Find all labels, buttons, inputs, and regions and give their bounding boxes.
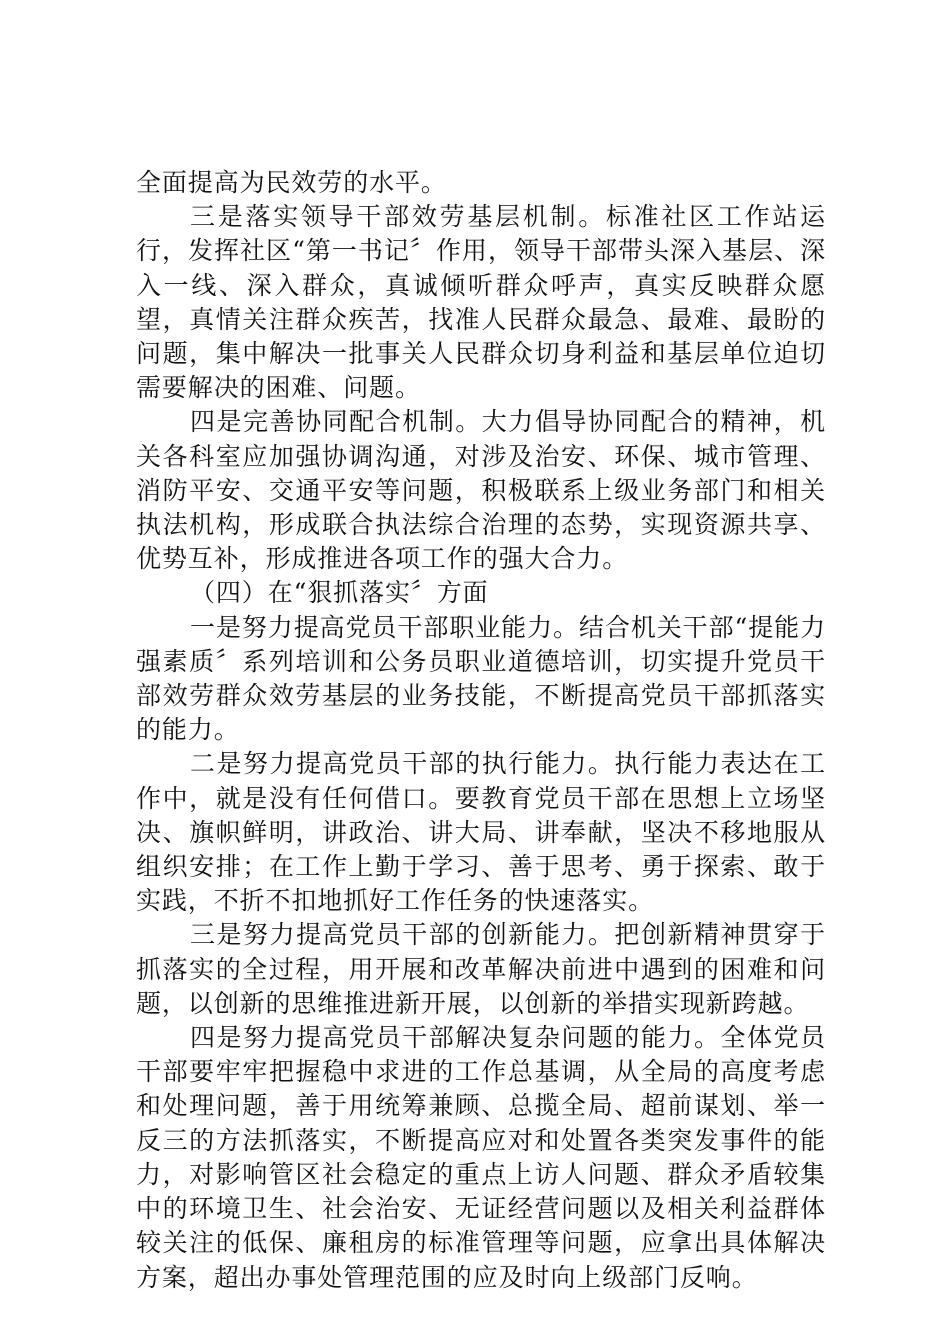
paragraph-complex-problem-ability: 四是努力提高党员干部解决复杂问题的能力。全体党员干部要牢牢把握稳中求进的工作总基调，从全局的高度考虑和处理问题，善于用统筹兼顾、总揽全局、超前谋划、举一反三的方法抓落实，不断提高应对和处置各类突发事件的能力，对影响管区社会稳定的重点上访人问题、群众矛盾较集中的环境卫生、社会治安、无证经营问题以及相关利益群体较关注的低保、廉租房的标准管理等问题，应拿出具体解决方案，超出办事处管理范围的应及时向上级部门反响。: [136, 1023, 826, 1292]
paragraph-continuation: 全面提高为民效劳的水平。: [136, 168, 447, 197]
paragraph-professional-ability: 一是努力提高党员干部职业能力。结合机关干部“提能力强素质〞系列培训和公务员职业道德培训，切实提升党员干部效劳群众效劳基层的业务技能，不断提高党员干部抓落实的能力。: [136, 612, 826, 745]
paragraph-execution-ability: 二是努力提高党员干部的执行能力。执行能力表达在工作中，就是没有任何借口。要教育党员干部在思想上立场坚决、旗帜鲜明，讲政治、讲大局、讲奉献，坚决不移地服从组织安排；在工作上勤于学习、善于思考、勇于探索、敢于实践，不折不扣地抓好工作任务的快速落实。: [136, 749, 826, 916]
paragraph-coordination-mechanism: 四是完善协同配合机制。大力倡导协同配合的精神，机关各科室应加强协调沟通，对涉及治安、环保、城市管理、消防平安、交通平安等问题，积极联系上级业务部门和相关执法机构，形成联合执法综合治理的态势，实现资源共享、优势互补，形成推进各项工作的强大合力。: [136, 407, 826, 574]
document-body: [136, 166, 826, 1295]
paragraph-grassroots-service-mechanism: 三是落实领导干部效劳基层机制。标准社区工作站运行，发挥社区“第一书记〞作用，领导干部带头深入基层、深入一线、深入群众，真诚倾听群众呼声，真实反映群众愿望，真情关注群众疾苦，找准人民群众最急、最难、最盼的问题，集中解决一批事关人民群众切身利益和基层单位迫切需要解决的困难、问题。: [136, 202, 826, 403]
paragraph-innovation-ability: 三是努力提高党员干部的创新能力。把创新精神贯穿于抓落实的全过程，用开展和改革解决前进中遇到的困难和问题，以创新的思维推进新开展，以创新的举措实现新跨越。: [136, 920, 826, 1018]
section-heading-implementation: （四）在“狠抓落实〞方面: [190, 578, 489, 608]
